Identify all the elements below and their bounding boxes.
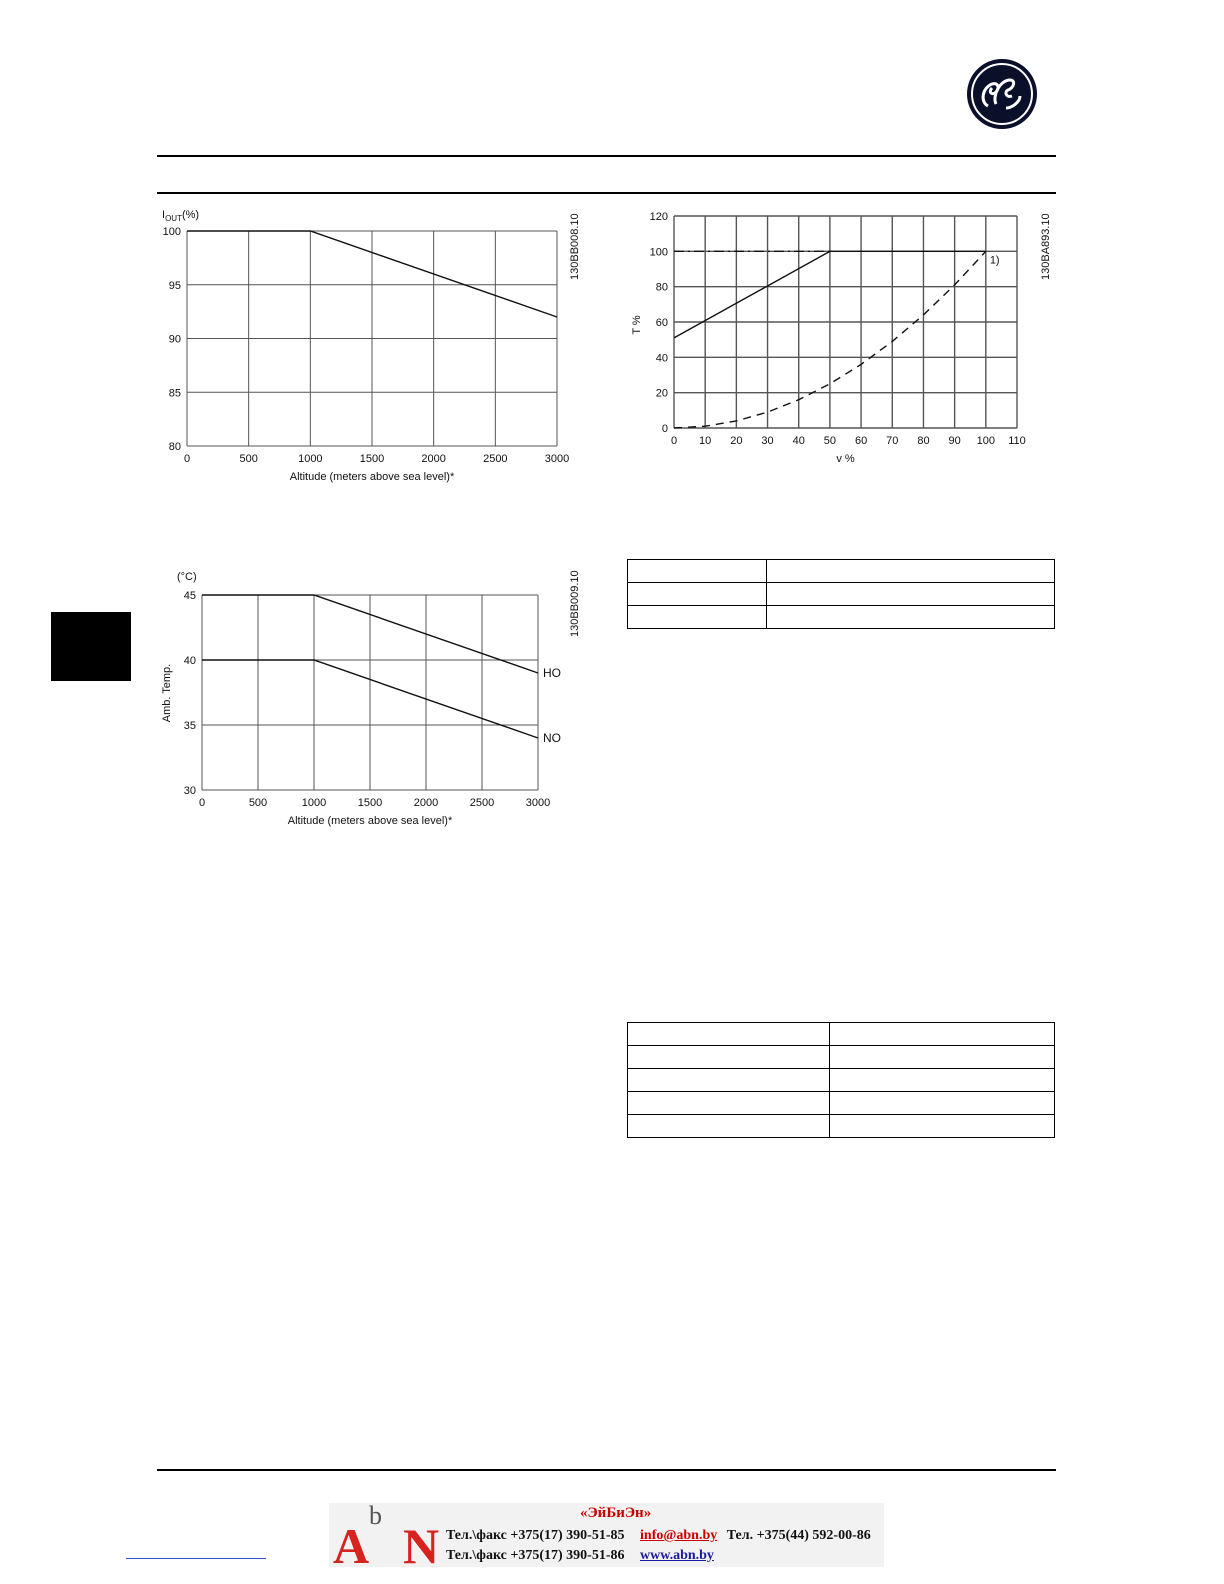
y-axis-label: T %	[631, 315, 643, 335]
table-row	[628, 606, 1055, 629]
x-axis-label: Altitude (meters above sea level)*	[287, 815, 453, 827]
abn-contact-banner	[329, 1501, 884, 1574]
banner-phone-1: Тел.\факс +375(17) 390-51-85	[446, 1528, 625, 1543]
y-tick-label: 100	[162, 226, 181, 238]
y-tick-label: 30	[183, 785, 196, 797]
chart-code-1: 130BB008.10	[569, 213, 581, 280]
series-label-ho: HO	[543, 666, 561, 680]
abn-logo-a: A	[333, 1518, 370, 1574]
y-axis-label-sub: OUT	[165, 214, 182, 223]
chart-torque-vs-speed	[620, 200, 1040, 470]
y-tick-label: 40	[655, 352, 668, 365]
y-tick-label: 120	[649, 211, 668, 223]
table-row	[628, 1023, 1055, 1046]
x-tick-label: 70	[886, 435, 899, 447]
y-tick-label: 20	[655, 387, 668, 400]
banner-email-link[interactable]: info@abn.by	[640, 1528, 718, 1543]
y-tick-label: 0	[661, 423, 668, 435]
y-axis-label-unit: (%)	[181, 209, 200, 221]
ge-monogram-icon	[966, 58, 1038, 130]
x-tick-label: 100	[976, 435, 995, 447]
y-unit-label: (°C)	[177, 571, 197, 583]
x-tick-label: 90	[948, 435, 961, 447]
table-row	[628, 1092, 1055, 1115]
x-tick-label: 50	[823, 435, 837, 447]
y-tick-label: 100	[649, 246, 668, 259]
y-tick-label: 95	[168, 279, 181, 292]
table-row	[628, 1069, 1055, 1092]
y-axis-label: $I_{OUT}(\%)$	[162, 209, 200, 223]
banner-company: «ЭйБиЭн»	[580, 1505, 652, 1521]
chart-ambient-temp-vs-altitude	[140, 560, 580, 840]
y-axis-label: Amb. Temp.	[161, 663, 173, 723]
x-tick-label: 3000	[525, 797, 551, 809]
y-tick-label: 35	[183, 720, 196, 732]
abn-logo-n: N	[403, 1518, 440, 1574]
banner-mobile: Тел. +375(44) 592-00-86	[726, 1528, 871, 1543]
y-tick-label: 80	[168, 441, 181, 453]
header-rule-top	[157, 155, 1056, 157]
chart-code-2: 130BB009.10	[569, 570, 581, 637]
x-tick-label: 20	[730, 435, 743, 447]
y-tick-label: 45	[183, 590, 196, 602]
header-rule-bottom	[157, 192, 1056, 194]
x-tick-label: 2500	[483, 453, 508, 465]
table-row	[628, 1046, 1055, 1069]
x-tick-label: 0	[183, 453, 191, 465]
x-axis-label: v %	[836, 453, 855, 465]
x-tick-label: 1000	[298, 453, 323, 465]
x-tick-label: 1500	[359, 453, 385, 465]
footer-link-underline	[126, 1558, 266, 1559]
chart-code-3: 130BA893.10	[1040, 213, 1052, 280]
x-tick-label: 0	[670, 435, 678, 447]
x-tick-label: 1500	[357, 797, 383, 809]
x-tick-label: 500	[248, 797, 268, 809]
y-tick-label: 60	[655, 317, 668, 329]
chart-output-current-vs-altitude	[140, 200, 580, 500]
y-tick-label: 40	[183, 655, 196, 667]
banner-phone-2: Тел.\факс +375(17) 390-51-86	[446, 1548, 625, 1563]
curve-annotation: 1)	[989, 254, 1000, 267]
x-tick-label: 500	[239, 453, 258, 465]
table-1	[627, 559, 1055, 629]
x-tick-label: 60	[854, 435, 868, 447]
x-tick-label: 40	[792, 435, 805, 447]
x-tick-label: 2500	[469, 797, 495, 809]
table-row	[628, 583, 1055, 606]
x-tick-label: 110	[1008, 435, 1026, 447]
table-row	[628, 560, 1055, 583]
x-tick-label: 30	[761, 435, 774, 447]
table-row	[628, 1115, 1055, 1138]
x-tick-label: 3000	[544, 453, 570, 465]
x-tick-label: 2000	[413, 797, 439, 809]
x-tick-label: 80	[917, 435, 930, 447]
abn-logo-b: b	[369, 1501, 382, 1530]
y-tick-label: 90	[168, 333, 181, 346]
series-label-no: NO	[543, 731, 561, 745]
footer-rule	[157, 1469, 1056, 1471]
y-tick-label: 85	[168, 387, 181, 400]
x-tick-label: 1000	[301, 797, 327, 809]
x-axis-label: Altitude (meters above sea level)*	[289, 471, 455, 483]
x-tick-label: 2000	[421, 453, 446, 465]
chapter-tab	[51, 612, 131, 681]
x-tick-label: 0	[198, 797, 206, 809]
table-2	[627, 1022, 1055, 1138]
x-tick-label: 10	[699, 435, 712, 447]
banner-web-link[interactable]: www.abn.by	[640, 1548, 714, 1563]
y-tick-label: 80	[655, 281, 668, 294]
